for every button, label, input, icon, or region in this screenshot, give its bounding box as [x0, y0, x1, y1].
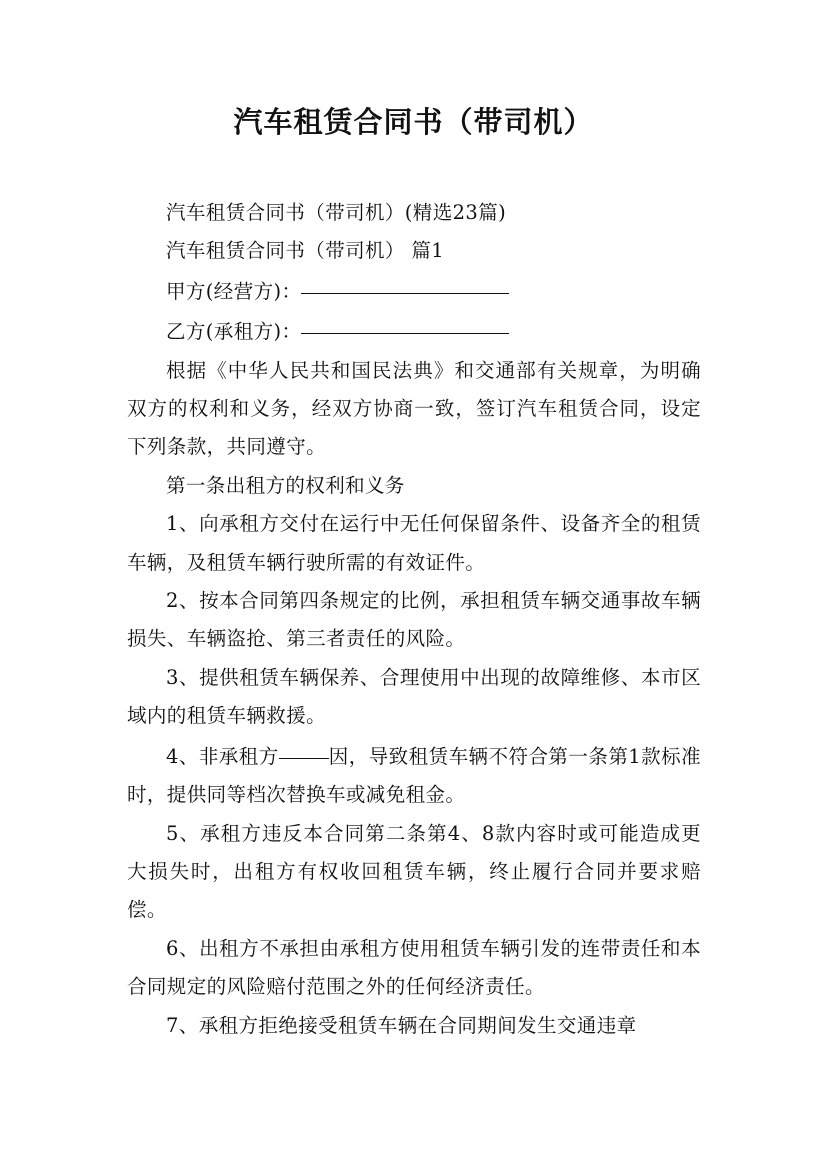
clause-4-suffix: 因，导致租赁车辆不符合第一条第1款标准时，提供同等档次替换车或减免租金。 — [127, 744, 701, 807]
clause-2: 2、按本合同第四条规定的比例，承担租赁车辆交通事故车辆损失、车辆盗抢、第三者责任的风险。 — [127, 589, 701, 651]
party-a-line — [127, 271, 701, 311]
party-b-label: 乙方(承租方)： — [166, 320, 302, 344]
clause-1: 1、向承租方交付在运行中无任何保留条件、设备齐全的租赁车辆，及租赁车辆行驶所需的有效证件。 — [127, 512, 701, 574]
clause-4 — [127, 736, 701, 815]
clause-6: 6、出租方不承担由承租方使用租赁车辆引发的连带责任和本合同规定的风险赔付范围之外的任何经济责任。 — [127, 936, 701, 999]
clause-4-prefix: 4、非承租方 — [166, 744, 279, 768]
intro-paragraph: 根据《中华人民共和国民法典》和交通部有关规章，为明确双方的权利和义务，经双方协商一致，签订汽车租赁合同，设定下列条款，共同遵守。 — [127, 358, 701, 459]
clause-7: 7、承租方拒绝接受租赁车辆在合同期间发生交通违章 — [166, 1013, 637, 1037]
document-body — [127, 194, 701, 1045]
piece-heading: 汽车租赁合同书（带司机） 篇1 — [166, 239, 445, 263]
clause-5: 5、承租方违反本合同第二条第4、8款内容时或可能造成更大损失时，出租方有权收回租赁车辆，终止履行合同并要求赔偿。 — [127, 821, 701, 922]
party-a-blank — [301, 267, 509, 294]
article-1-heading: 第一条出租方的权利和义务 — [166, 473, 405, 497]
party-a-label: 甲方(经营方)： — [166, 279, 302, 303]
clause-4-blank — [279, 732, 329, 759]
party-b-line — [127, 311, 701, 351]
clause-3: 3、提供租赁车辆保养、合理使用中出现的故障维修、本市区域内的租赁车辆救援。 — [127, 665, 701, 728]
party-b-blank — [301, 307, 509, 334]
subtitle: 汽车租赁合同书（带司机）(精选23篇) — [166, 201, 507, 224]
document-title: 汽车租赁合同书（带司机） — [233, 105, 594, 139]
